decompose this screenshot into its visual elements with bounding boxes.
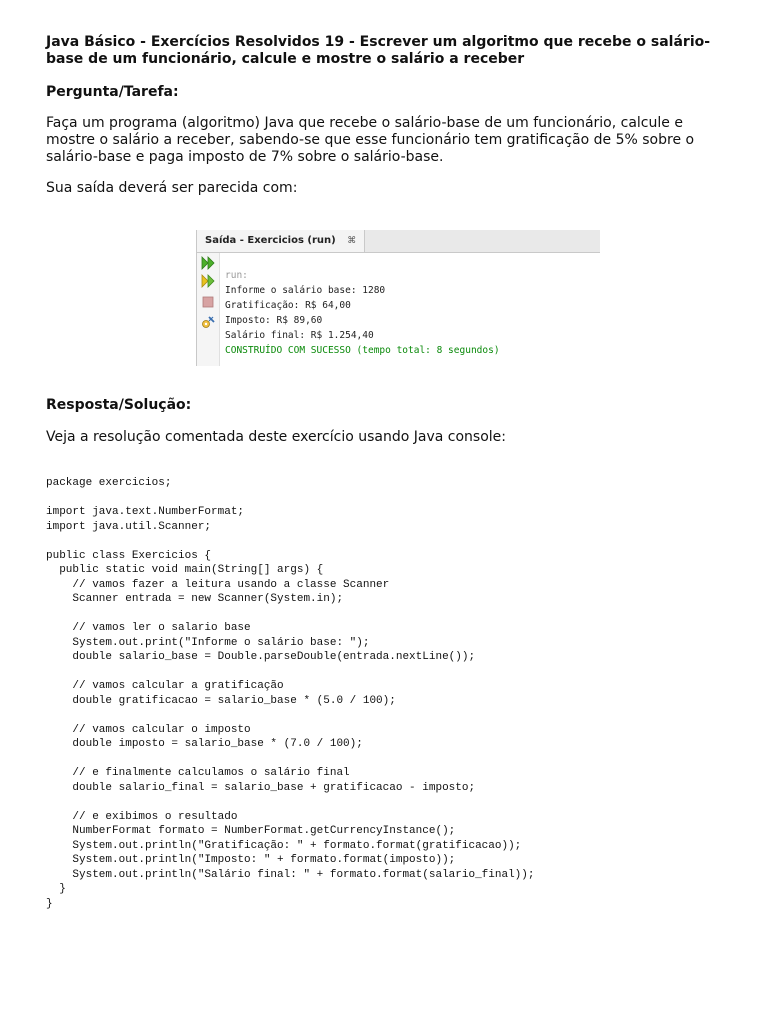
question-text: Faça um programa (algoritmo) Java que recebe o salário-base de um funcionário, calcule e mostre o salário a receber, sabendo-se que esse funcionário tem gratificação de 5% sobre o salário-base e paga imposto de 7% sobre o salário-base. — [46, 115, 695, 165]
answer-intro: Veja a resolução comentada deste exercício usando Java console: — [46, 429, 506, 445]
answer-heading: Resposta/Solução: — [46, 397, 192, 413]
console-tab-label: Saída - Exercicios (run) — [205, 235, 336, 246]
stop-icon[interactable] — [201, 295, 215, 309]
question-heading: Pergunta/Tarefa: — [46, 84, 179, 100]
output-intro: Sua saída deverá ser parecida com: — [46, 180, 298, 196]
console-output-panel — [196, 230, 600, 366]
rerun-alt-icon[interactable] — [201, 274, 215, 288]
console-line-success: CONSTRUÍDO COM SUCESSO (tempo total: 8 segundos) — [225, 345, 500, 356]
console-tab-bar — [197, 230, 600, 253]
console-body — [197, 253, 600, 366]
console-line: Salário final: R$ 1.254,40 — [225, 330, 374, 341]
console-line: Informe o salário base: 1280 — [225, 285, 386, 296]
settings-icon[interactable] — [201, 315, 215, 329]
code-listing: package exercicios; import java.text.NumberFormat; import java.util.Scanner; public class Exercicios { public static void main(String[] args) { // vamos fazer a leitura usando a classe Scanner Scanner entrada = new Scanner(System.in); // vamos ler o salario base System.out.print("Informe o salário base: "); double salario_base = Double.parseDouble(entrada.nextLine()); // vamos calcular a gratificação double gratificacao = salario_base * (5.0 / 100); // vamos calcular o imposto double imposto = salario_base * (7.0 / 100); // e finalmente calculamos o salário final double salario_final = salario_base + gratificacao - imposto; // e exibimos o resultado NumberFormat formato = NumberFormat.getCurrencyInstance(); System.out.println("Gratificação: " + formato.format(gratificacao)); System.out.println("Imposto: " + formato.format(imposto)); System.out.println("Salário final: " + formato.format(salario_final)); } } — [46, 477, 535, 910]
console-toolbar — [197, 253, 220, 366]
close-icon[interactable]: ⌘ — [347, 236, 357, 246]
document-title: Java Básico - Exercícios Resolvidos 19 - Escrever um algoritmo que recebe o salário-base de um funcionário, calcule e mostre o salário a receber — [46, 34, 711, 67]
console-tab[interactable] — [197, 230, 365, 252]
console-line: Imposto: R$ 89,60 — [225, 315, 323, 326]
console-line: Gratificação: R$ 64,00 — [225, 300, 351, 311]
console-text — [225, 253, 500, 358]
rerun-icon[interactable] — [201, 256, 215, 270]
console-line-run: run: — [225, 270, 248, 281]
